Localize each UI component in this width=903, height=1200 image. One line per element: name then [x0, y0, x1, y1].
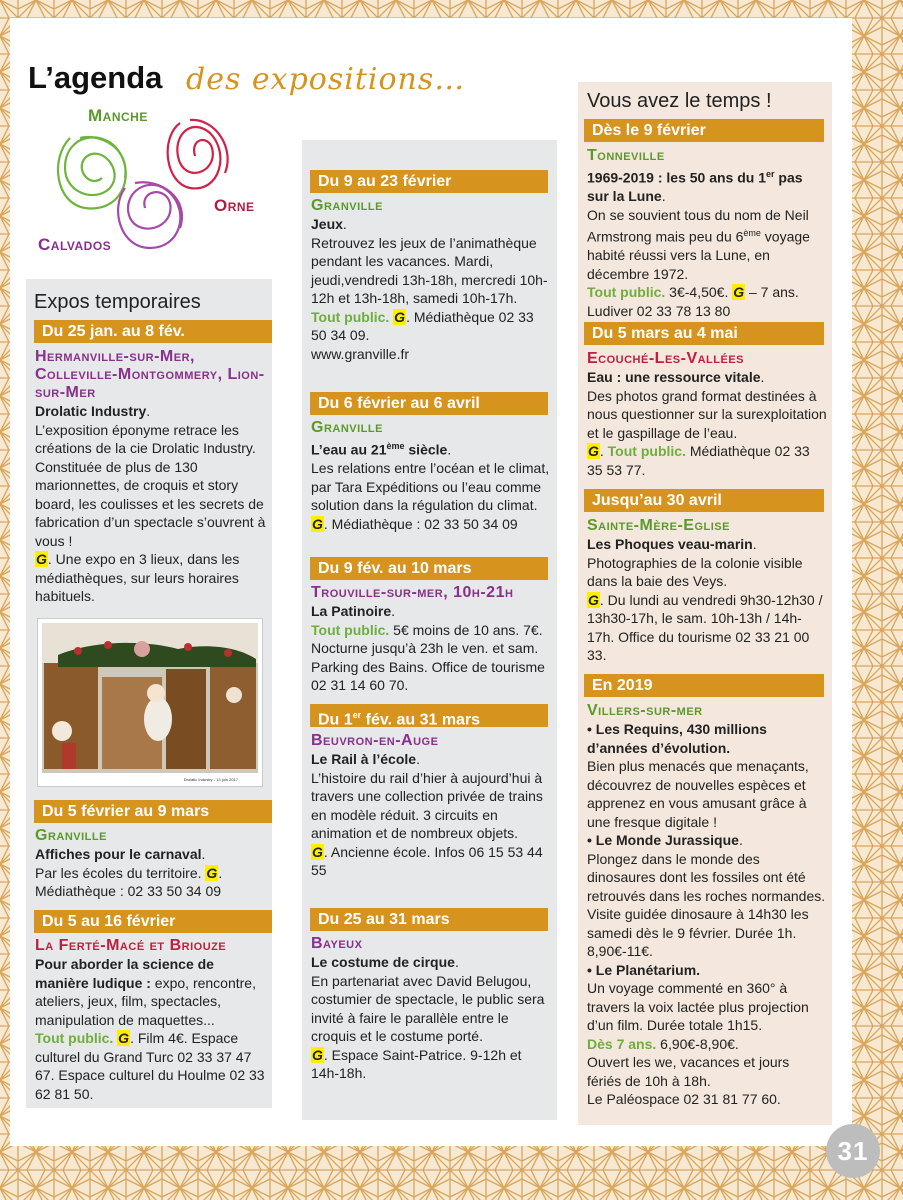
event-name-end: pas sur la Lune	[587, 169, 803, 205]
event-place: Beuvron-en-Auge	[311, 732, 439, 749]
audience-label: Tout public.	[35, 1030, 114, 1046]
free-badge: G	[36, 551, 47, 567]
event-description: Les relations entre l’océan et le climat, par Tara Expéditions ou l’eau comme solution dans la régulation du climat.	[311, 460, 550, 514]
event-name: • Le Monde Jurassique	[587, 832, 739, 848]
event-name: • Les Requins, 430 millions d’années d’évolution.	[587, 721, 767, 756]
event-place: Hermanville-sur-Mer, Colleville-Montgommery, Lion-sur-Mer	[35, 348, 265, 401]
event-name-end: siècle	[404, 441, 448, 458]
event-info: Médiathèque 02 33 35 53 77.	[587, 443, 810, 478]
audience-label: Tout public.	[607, 443, 686, 459]
event-name: Affiches pour le carnaval	[35, 846, 202, 862]
event-date-header: Du 5 mars au 4 mai	[584, 322, 824, 345]
event-info: . Du lundi au vendredi 9h30-12h30 / 13h30-17h, le sam. 10h-13h / 14h-17h. Office du tourisme 02 33 21 00 33.	[587, 591, 823, 663]
date-text-end: fév. au 31 mars	[361, 711, 481, 729]
column-middle	[302, 140, 557, 1120]
event-info: . Médiathèque 02 33 50 34 09.	[311, 308, 534, 343]
exhibition-photo	[37, 618, 263, 787]
event-description: Plongez dans le monde des dinosaures dont les fossiles ont été retrouvés dans les roches normandes. Visite guidée dinosaure à 14h30 les samedi dès le 9 février. Durée 1h. 8,90€-11€.	[587, 850, 826, 959]
event-price: 3€-4,50€.	[665, 284, 733, 301]
event-name: 1969-2019 : les 50 ans du 1	[587, 169, 766, 186]
event-description: L’exposition éponyme retrace les créations de la cie Drolatic Industry. Constituée de plus de 130 marionnettes, de croquis et story board, les coulisses et les secrets de fabrication d’un spectacle s’ouvrent à vous !	[35, 421, 266, 549]
page-subtitle: des expositions…	[186, 62, 466, 97]
free-badge: G	[312, 843, 323, 860]
event-contact: Le Paléospace 02 31 81 77 60.	[587, 1091, 781, 1107]
event-date-header: En 2019	[584, 674, 824, 697]
column-expos-temporaires	[26, 279, 272, 1108]
photo-caption: Drolatic Industry - 13 juin 2017	[183, 777, 238, 782]
event-place: Sainte-Mère-Eglise	[587, 517, 730, 534]
event-description: expo, rencontre, ateliers, jeux, film, spectacles, manipulation de maquettes...	[35, 974, 256, 1028]
region-label-manche: Manche	[88, 106, 148, 125]
event-place: Trouville-sur-mer, 10h-21h	[311, 584, 514, 601]
event-website-link[interactable]: www.granville.fr	[311, 345, 410, 362]
page-number-badge: 31	[826, 1124, 880, 1178]
event-block: Hermanville-sur-Mer, Colleville-Montgommery, Lion-sur-Mer Drolatic Industry. L’exposition éponyme retrace les créations de la cie Drolatic Industry. Constituée de plus de 130 marionnettes, de croquis et story board, les coulisses et les secrets de fabrication d’un spectacle s’ouvrent à vous ! G. Une expo en 3 lieux, dans les médiathèques, sur leurs horaires habituels.	[35, 348, 266, 604]
event-name: Le costume de cirque	[311, 954, 455, 970]
event-info: Médiathèque : 02 33 50 34 09	[35, 883, 222, 899]
event-block: Trouville-sur-mer, 10h-21h La Patinoire. Tout public. 5€ moins de 10 ans. 7€. Nocturne jusqu’à 23h le ven. et sam. Parking des Bains. Office de tourisme 02 31 14 60 70.	[311, 584, 551, 695]
audience-label: Dès 7 ans.	[587, 1035, 657, 1052]
event-description: Par les écoles du territoire.	[35, 864, 202, 881]
event-place: Granville	[311, 419, 383, 436]
event-date-header: Du 9 fév. au 10 mars	[310, 557, 548, 580]
event-date-header: Du 6 février au 6 avril	[310, 392, 548, 415]
column-title: Expos temporaires	[34, 291, 201, 313]
event-name: La Patinoire	[311, 603, 392, 619]
event-info: . Espace Saint-Patrice. 9-12h et 14h-18h.	[311, 1046, 522, 1081]
event-date-header	[310, 704, 548, 727]
event-block: Granville Jeux. Retrouvez les jeux de l’animathèque pendant les vacances. Mardi, jeudi,vendredi 13h-18h, mercredi 10h-12h et 13h-18h, samedi 10h-17h. Tout public. G. Médiathèque 02 33 50 34 09. www.granville.fr	[311, 197, 551, 363]
event-description: En partenariat avec David Belugou, costumier de spectacle, le public sera invité à faire le parallèle entre le croquis et le costume porté.	[311, 972, 545, 1044]
event-block: Ecouché-Les-Vallées Eau : une ressource vitale. Des photos grand format destinées à nous questionner sur la surexploitation et le gaspillage de l’eau. G. Tout public. Médiathèque 02 33 35 53 77.	[587, 350, 827, 478]
event-name: Drolatic Industry	[35, 403, 147, 419]
event-block: Sainte-Mère-Eglise Les Phoques veau-marin. Photographies de la colonie visible dans la baie des Veys. G. Du lundi au vendredi 9h30-12h30 / 13h30-17h, le sam. 10h-13h / 14h-17h. Office du tourisme 02 33 21 00 33.	[587, 517, 827, 665]
event-info: . Une expo en 3 lieux, dans les médiathèques, sur leurs horaires habituels.	[35, 551, 240, 604]
event-description: Bien plus menacés que menaçants, découvrez de nouvelles espèces et apprenez en vous amusant grâce à une fresque digitale !	[587, 758, 809, 830]
event-block: Beuvron-en-Auge Le Rail à l’école. L’histoire du rail d’hier à aujourd’hui à travers une collection privée de trains en modèle réduit. 3 circuits en animation et de nombreux objets. G. Ancienne école. Infos 06 15 53 44 55	[311, 732, 551, 880]
event-hours: Ouvert les we, vacances et jours fériés de 10h à 18h.	[587, 1054, 790, 1089]
event-description-end: voyage habité réussi vers la Lune, en décembre 1972.	[587, 228, 810, 282]
free-badge: G	[394, 308, 406, 325]
event-name: • Le Planétarium.	[587, 961, 701, 978]
event-name: Eau : une ressource vitale	[587, 369, 761, 385]
event-info: . Film 4€. Espace culturel du Grand Turc 02 33 37 47 67. Espace culturel du Houlme 02 33 62 81 50.	[35, 1030, 265, 1102]
event-price: 6,90€-8,90€.	[656, 1035, 739, 1052]
audience-label: Tout public.	[311, 621, 390, 638]
event-description: Retrouvez les jeux de l’animathèque pendant les vacances. Mardi, jeudi,vendredi 13h-18h, mercredi 10h-12h et 13h-18h, samedi 10h-17h.	[311, 234, 548, 306]
free-badge: G	[118, 1030, 130, 1046]
event-info: 5€ moins de 10 ans. 7€. Nocturne jusqu’à 23h le ven. et sam. Parking des Bains. Office de tourisme 02 31 14 60 70.	[311, 621, 545, 693]
event-date-header: Du 25 jan. au 8 fév.	[34, 320, 272, 343]
date-text: Du 1	[318, 711, 353, 729]
event-description: Photographies de la colonie visible dans la baie des Veys.	[587, 554, 803, 589]
free-badge: G	[588, 443, 599, 459]
event-name: Jeux	[311, 216, 343, 232]
event-description: L’histoire du rail d’hier à aujourd’hui à travers une collection privée de trains en modèle réduit. 3 circuits en animation et de nombreux objets.	[311, 769, 543, 841]
event-name: Pour aborder la science de manière ludique :	[35, 956, 214, 991]
event-description: On se souvient tous du nom de Neil Armstrong mais peu du 6	[587, 206, 809, 245]
event-block	[35, 937, 267, 1103]
event-name: Le Rail à l’école	[311, 751, 417, 767]
event-date-header: Du 5 au 16 février	[34, 910, 272, 933]
event-place: Villers-sur-mer	[587, 702, 703, 719]
region-label-calvados: Calvados	[38, 235, 112, 254]
free-badge: G	[312, 515, 323, 532]
event-place: Tonneville	[587, 147, 665, 164]
superscript: er	[352, 710, 362, 720]
event-name: L’eau au 21	[311, 441, 387, 458]
event-info: – 7 ans. Ludiver 02 33 78 13 80	[587, 284, 799, 319]
free-badge: G	[588, 591, 599, 608]
event-place: Bayeux	[311, 935, 363, 952]
event-date-header: Du 25 au 31 mars	[310, 908, 548, 931]
event-info: . Médiathèque : 02 33 50 34 09	[323, 515, 518, 532]
event-block: Tonneville 1969-2019 : les 50 ans du 1er pas sur la Lune. On se souvient tous du nom de Neil Armstrong mais peu du 6ème voyage habité réussi vers la Lune, en décembre 1972. Tout public. 3€-4,50€. G – 7 ans. Ludiver 02 33 78 13 80	[587, 147, 827, 320]
event-date-header: Jusqu’au 30 avril	[584, 489, 824, 512]
event-block: Granville L’eau au 21ème siècle. Les relations entre l’océan et le climat, par Tara Expéditions ou l’eau comme solution dans la régulation du climat. G. Médiathèque : 02 33 50 34 09	[311, 419, 550, 532]
event-date-header: Du 5 février au 9 mars	[34, 800, 272, 823]
event-name: Les Phoques veau-marin	[587, 536, 753, 552]
free-badge: G	[206, 864, 218, 881]
event-date-header: Du 9 au 23 février	[310, 170, 548, 193]
event-info: . Ancienne école. Infos 06 15 53 44 55	[311, 843, 543, 878]
column-vous-avez-le-temps	[578, 82, 832, 1125]
page-title: L’agenda	[28, 60, 163, 95]
audience-label: Tout public.	[587, 284, 666, 301]
event-block: Villers-sur-mer • Les Requins, 430 millions d’années d’évolution. Bien plus menacés que menaçants, découvrez de nouvelles espèces et apprenez en vous amusant grâce à une fresque digitale ! • Le Monde Jurassique. Plongez dans le monde des dinosaures dont les fossiles ont été retrouvés dans les roches normandes. Visite guidée dinosaure à 14h30 les samedi dès le 9 février. Durée 1h. 8,90€-11€. • Le Planétarium. Un voyage commenté en 360° à travers la voix lactée plus projection d’un film. Durée totale 1h15. Dès 7 ans. 6,90€-8,90€. Ouvert les we, vacances et jours fériés de 10h à 18h. Le Paléospace 02 31 81 77 60.	[587, 702, 826, 1107]
event-description: Un voyage commenté en 360° à travers la voix lactée plus projection d’un film. Durée totale 1h15.	[587, 980, 809, 1033]
event-block: Bayeux Le costume de cirque. En partenariat avec David Belugou, costumier de spectacle, le public sera invité à faire le parallèle entre le croquis et le costume porté. G. Espace Saint-Patrice. 9-12h et 14h-18h.	[311, 935, 551, 1083]
region-label-orne: Orne	[214, 196, 255, 215]
event-place: Granville	[311, 197, 383, 214]
superscript: ème	[743, 228, 761, 239]
superscript: er	[766, 169, 775, 179]
event-description: Des photos grand format destinées à nous questionner sur la surexploitation et le gaspillage de l’eau.	[587, 387, 827, 441]
event-place: Ecouché-Les-Vallées	[587, 350, 745, 367]
superscript: ème	[386, 441, 405, 451]
event-date-header: Dès le 9 février	[584, 119, 824, 142]
column-title: Vous avez le temps !	[587, 90, 772, 112]
audience-label: Tout public.	[311, 308, 390, 325]
event-place: La Ferté-Macé et Briouze	[35, 937, 227, 954]
free-badge: G	[312, 1046, 323, 1063]
event-place: Granville	[35, 827, 107, 844]
free-badge: G	[733, 284, 745, 301]
event-block: Granville Affiches pour le carnaval. Par les écoles du territoire. G. Médiathèque : 02 33 50 34 09	[35, 827, 267, 901]
